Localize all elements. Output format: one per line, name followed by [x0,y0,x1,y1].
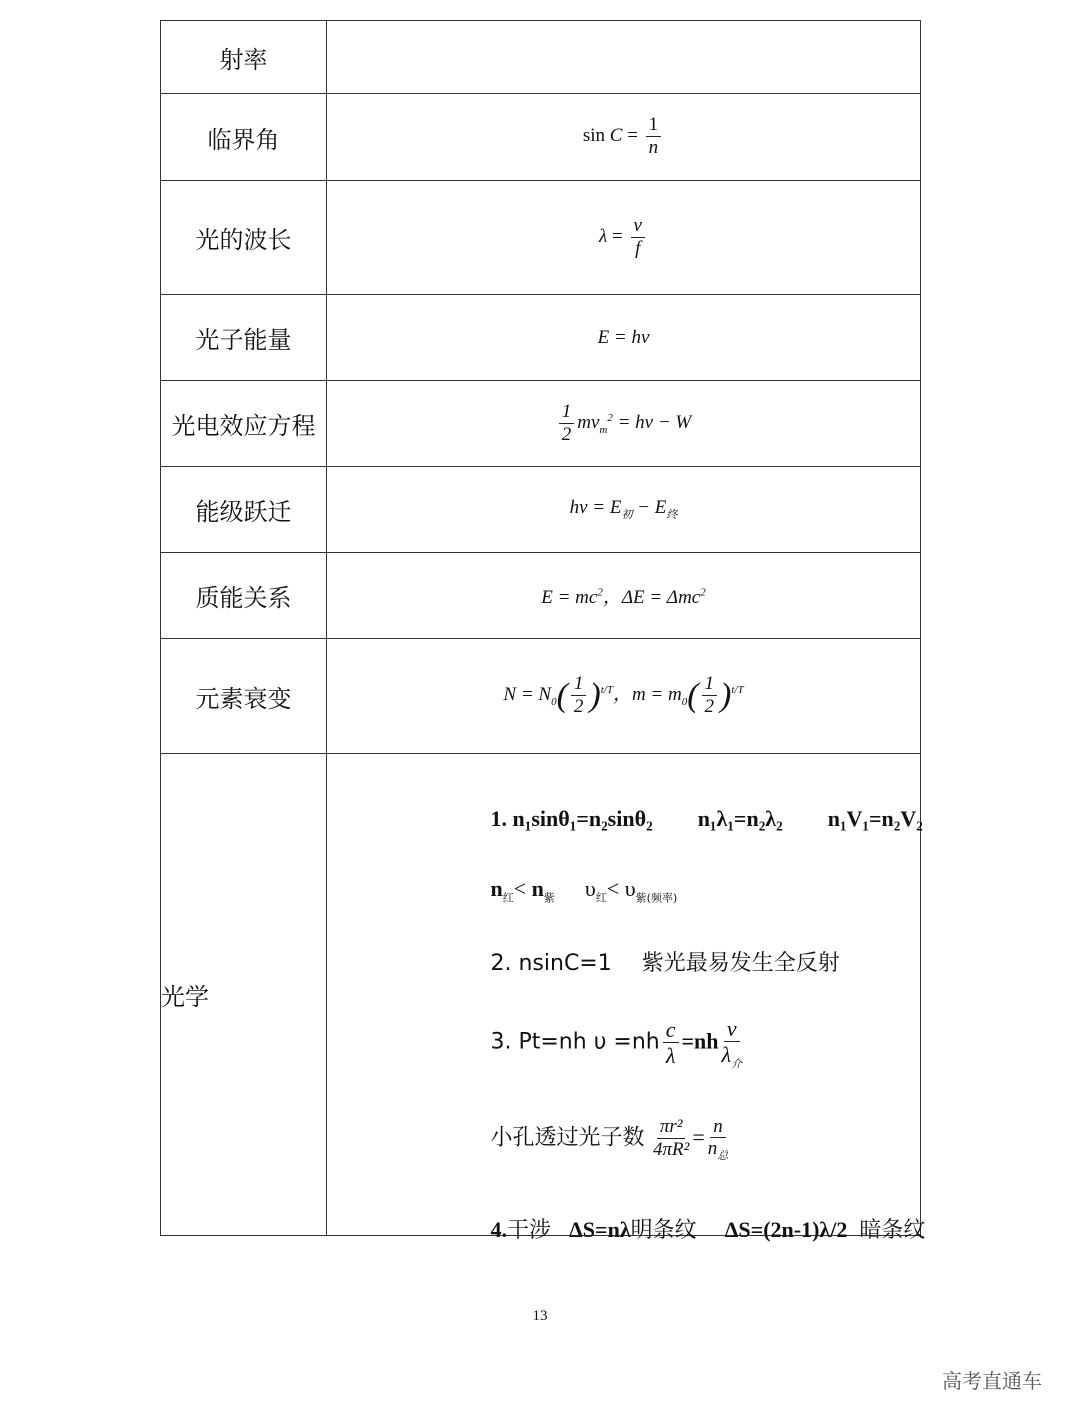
row-label: 光子能量 [161,295,327,381]
table-row [161,381,921,467]
formula: $E = mc^2$，ΔE = Δmc$^2$ [327,553,921,639]
table-row [161,181,921,295]
row-label: 射率 [161,21,327,94]
formula: $\frac{1}{2}$ $mv_m^2 = h\nu - W$ [327,381,921,467]
row-label: 能级跃迁 [161,467,327,553]
formula: $h\nu = E_初 - E_终$ [327,467,921,553]
formula-table [160,20,926,1243]
table-row [161,639,921,754]
page-number: 13 [532,1308,548,1324]
formula: sin C = $\frac{1}{n}$ [327,94,921,181]
table-row [161,754,921,1236]
row-label: 光电效应方程 [161,381,327,467]
formula: $N = N_0$( $\frac{1}{2}$ )$^{t/T}$，$m = m_0$( $\frac{1}{2}$ )$^{t/T}$ [327,639,921,754]
row-label: 元素衰变 [161,639,327,754]
table-row [161,467,921,553]
table-row [161,94,921,181]
row-label: 临界角 [161,94,327,181]
optics-formulas: 1. n₁sinθ₁=n₂sinθ₂ n₁λ₁=n₂λ₂ n₁V₁=n₂V₂ $n_红< n_紫$ $\upsilon_红< \upsilon_{紫(频率)}$ 2. nsinC=1 紫光最易发生全反射 3. Pt=nh υ =nh $\frac{c}{\lambda}$ =nh $\frac{v}{\lambda_介}$ 小孔透过光子数 $\frac{\text{πr²}}{\text{4πR²}}$ = $\frac{n}{n_总}$ 4.干涉 ΔS=nλ明条纹 ΔS=(2n-1)λ/2 暗条纹 [327,754,921,1236]
row-label: 光学 [161,754,327,1236]
row-label: 质能关系 [161,553,327,639]
table-row [161,21,921,94]
watermark: 高考直通车 [942,1369,1042,1393]
formula: E = hν [327,295,921,381]
table-row [161,295,921,381]
formula: λ = $\frac{v}{f}$ [327,181,921,295]
table-row [161,553,921,639]
row-label: 光的波长 [161,181,327,295]
